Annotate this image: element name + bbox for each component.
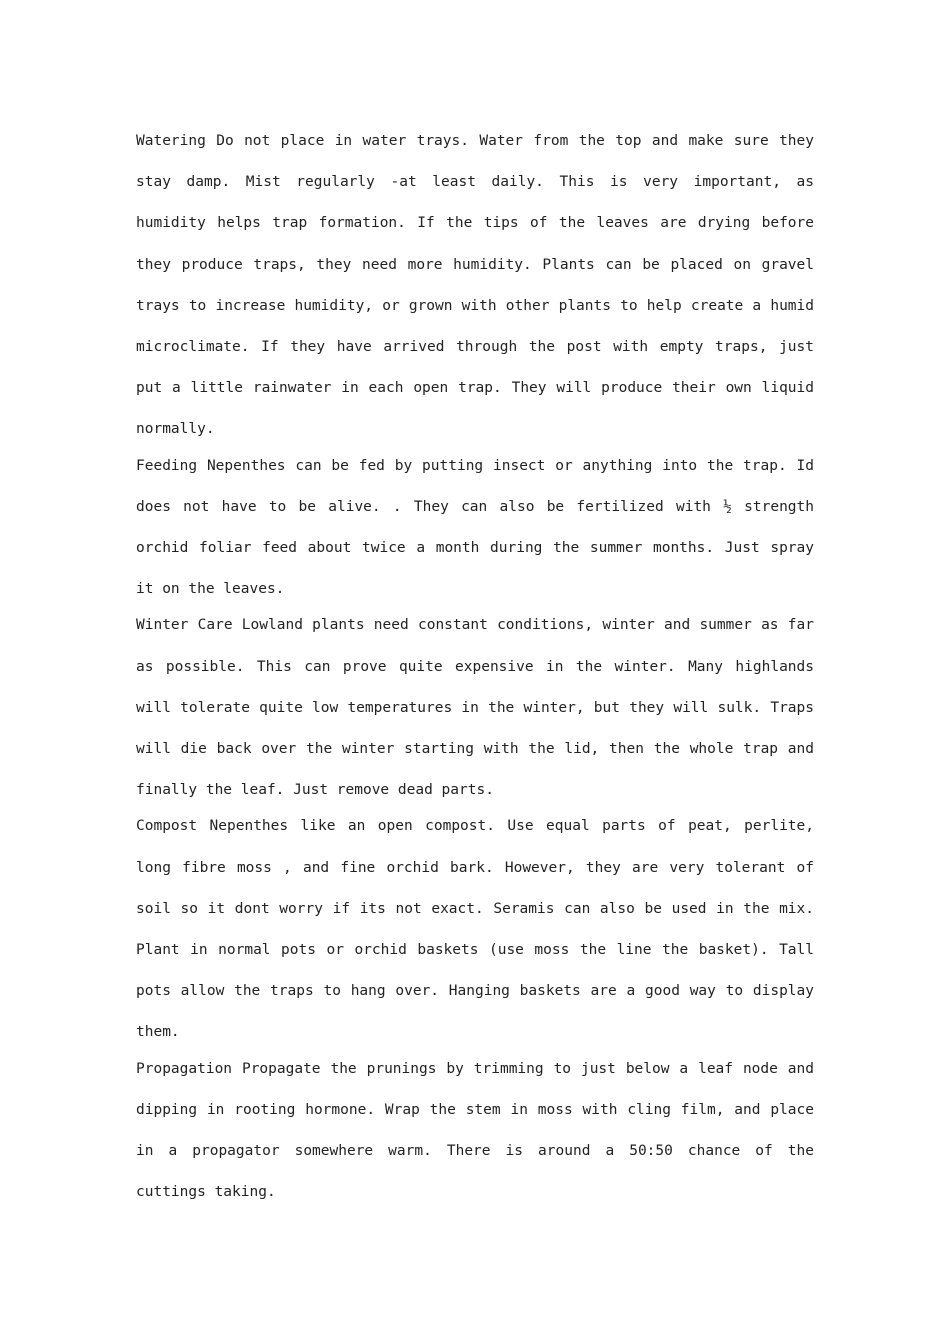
- paragraph-compost: Compost Nepenthes like an open compost. Use equal parts of peat, perlite, long fibre moss , and fine orchid bark. However, they are very tolerant of soil so it dont worry if its not exact. Seramis can also be used in the mix. Plant in normal pots or orchid baskets (use moss the line the basket). Tall pots allow the traps to hang over. Hanging baskets are a good way to display them.: [136, 818, 814, 1041]
- paragraph-watering: Watering Do not place in water trays. Water from the top and make sure they stay damp. Mist regularly -at least daily. This is very important, as humidity helps trap formation. If the tips of the leaves are drying before they produce traps, they need more humidity. Plants can be placed on gravel trays to increase humidity, or grown with other plants to help create a humid microclimate. If they have arrived through the post with empty traps, just put a little rainwater in each open trap. They will produce their own liquid normally.: [136, 133, 814, 438]
- document-page: [136, 121, 814, 1213]
- paragraph-feeding: Feeding Nepenthes can be fed by putting insect or anything into the trap. Id does not have to be alive. . They can also be fertilized with ½ strength orchid foliar feed about twice a month during the summer months. Just spray it on the leaves.: [136, 457, 814, 598]
- paragraph-winter-care: Winter Care Lowland plants need constant conditions, winter and summer as far as possible. This can prove quite expensive in the winter. Many highlands will tolerate quite low temperatures in the winter, but they will sulk. Traps will die back over the winter starting with the lid, then the whole trap and finally the leaf. Just remove dead parts.: [136, 617, 814, 799]
- paragraph-propagation: Propagation Propagate the prunings by trimming to just below a leaf node and dipping in rooting hormone. Wrap the stem in moss with cling film, and place in a propagator somewhere warm. There is around a 50:50 chance of the cuttings taking.: [136, 1060, 814, 1201]
